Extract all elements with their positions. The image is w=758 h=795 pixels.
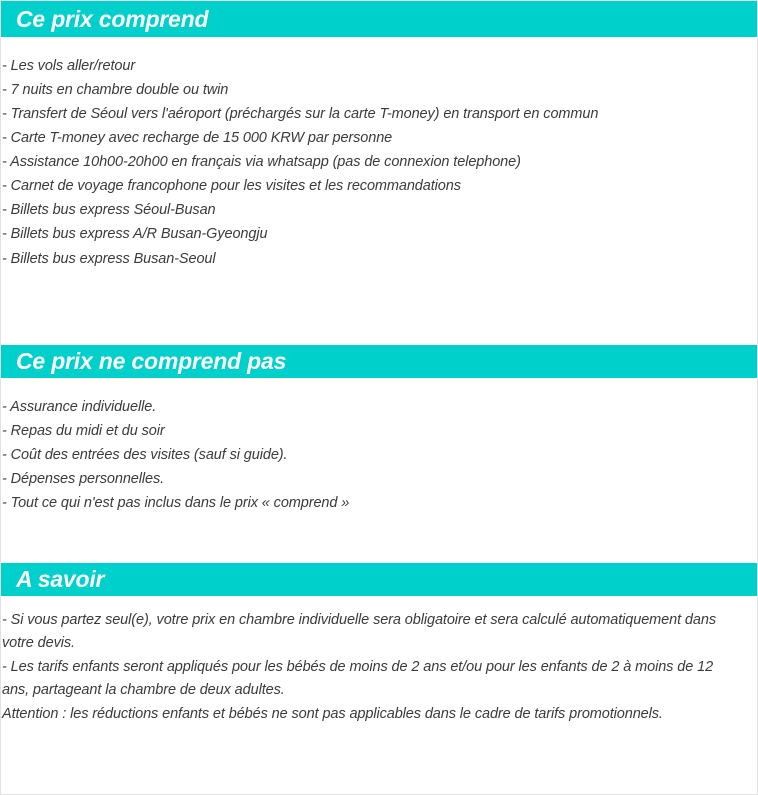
section-body-included: [1, 54, 757, 271]
section-title-notice: A savoir: [16, 565, 105, 592]
section-title-included: Ce prix comprend: [16, 5, 209, 32]
list-item: - Billets bus express Séoul-Busan: [2, 202, 216, 219]
paragraph: Attention : les réductions enfants et bébés ne sont pas applicables dans le cadre de tarifs promotionnels.: [2, 705, 663, 722]
paragraph: - Si vous partez seul(e), votre prix en chambre individuelle sera obligatoire et sera calculé automatiquement dans votre devis.: [2, 611, 716, 652]
section-title-excluded: Ce prix ne comprend pas: [16, 347, 287, 374]
list-item: - Carte T-money avec recharge de 15 000 KRW par personne: [2, 130, 393, 147]
spacer: [1, 515, 757, 563]
list-item: - Transfert de Séoul vers l'aéroport (préchargés sur la carte T-money) en transport en commun: [2, 106, 599, 123]
spacer: [1, 378, 757, 395]
list-item: - Tout ce qui n'est pas inclus dans le prix « comprend »: [2, 494, 350, 511]
list-item: - 7 nuits en chambre double ou twin: [2, 82, 229, 99]
section-body-excluded: [1, 395, 757, 515]
list-item: - Billets bus express Busan-Seoul: [2, 250, 216, 267]
list-item: - Coût des entrées des visites (sauf si guide).: [2, 446, 288, 463]
list-item: - Billets bus express A/R Busan-Gyeongju: [2, 226, 268, 243]
section-header-included: [1, 1, 757, 37]
spacer: [1, 37, 757, 54]
list-item: - Carnet de voyage francophone pour les visites et les recommandations: [2, 178, 461, 195]
section-header-notice: [1, 563, 757, 596]
spacer: [1, 596, 757, 609]
list-item: - Repas du midi et du soir: [2, 422, 165, 439]
list-item: - Les vols aller/retour: [2, 58, 136, 74]
section-body-notice: [1, 609, 757, 726]
paragraph: - Les tarifs enfants seront appliqués pour les bébés de moins de 2 ans et/ou pour les enfants de 2 à moins de 12 ans, partageant la chambre de deux adultes.: [2, 658, 714, 699]
section-header-excluded: [1, 345, 757, 378]
list-item: - Dépenses personnelles.: [2, 470, 165, 487]
list-item: - Assurance individuelle.: [2, 398, 157, 415]
list-item: - Assistance 10h00-20h00 en français via whatsapp (pas de connexion telephone): [2, 154, 521, 171]
spacer: [1, 271, 757, 345]
